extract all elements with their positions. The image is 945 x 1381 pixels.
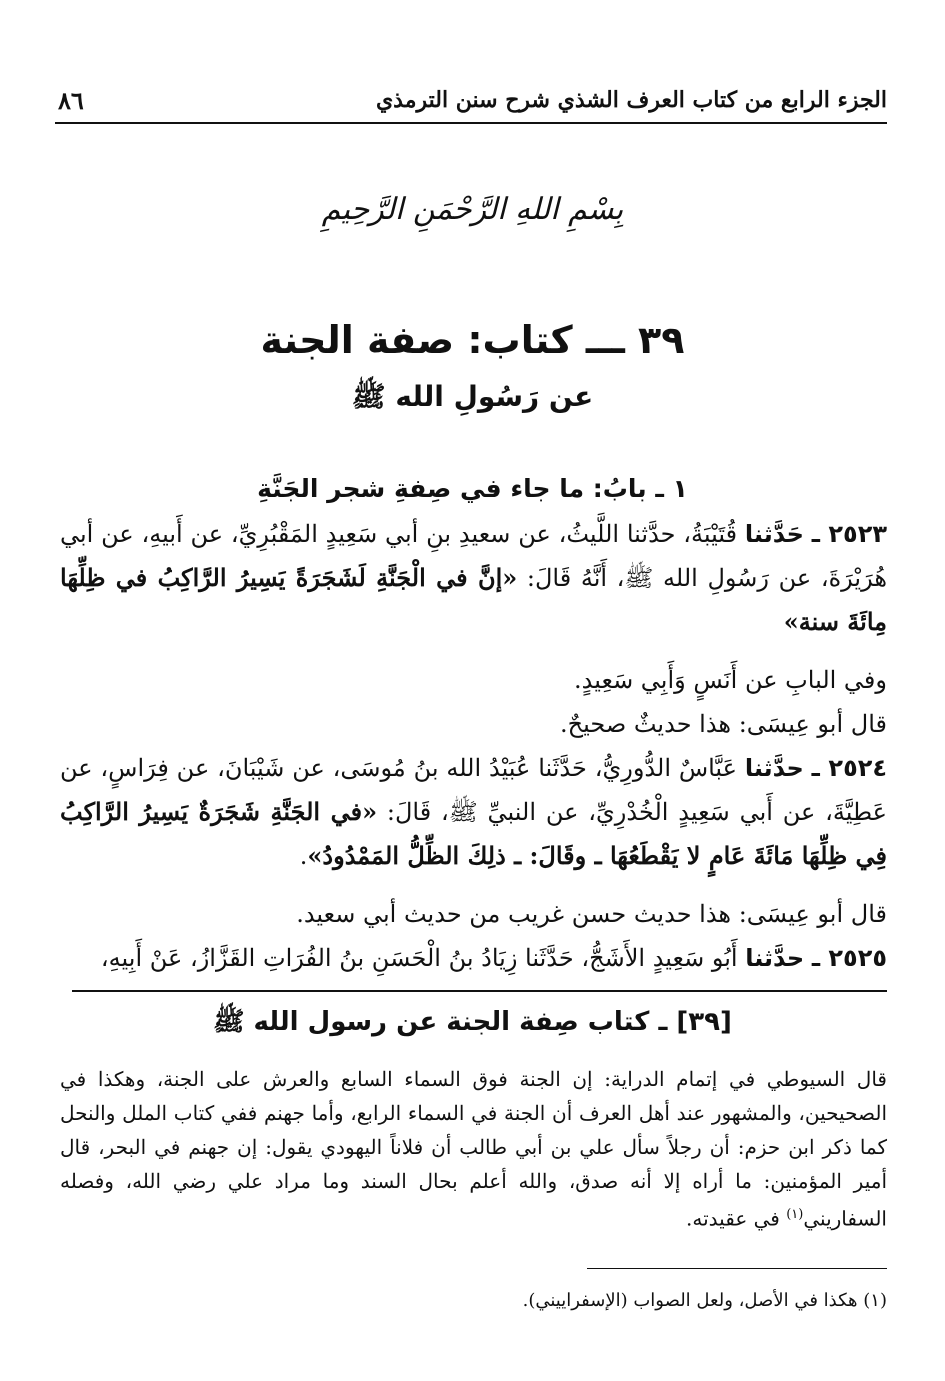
commentary-text-end: في عقيدته. xyxy=(686,1206,787,1231)
hadith-text xyxy=(60,512,887,980)
grading-note: قال أبو عِيسَى: هذا حديثٌ صحيحٌ. xyxy=(559,710,887,738)
bab-title: ١ ـ بابُ: ما جاء في صِفةِ شجر الجَنَّةِ xyxy=(257,474,688,503)
fil-bab-note: وفي البابِ عن أَنَسٍ وَأَبِي سَعِيدٍ. xyxy=(574,666,887,694)
commentary-title: [٣٩] ـ كتاب صِفة الجنة عن رسول الله ﷺ xyxy=(213,1007,732,1037)
haddathana: حدَّثنا xyxy=(745,944,805,972)
page-header xyxy=(58,78,887,122)
commentary xyxy=(60,1062,887,1236)
isnad: عَبَّاسٌ الدُّورِيُّ، حَدَّثَنا عُبَيْدُ الله بنُ مُوسَى، عن شَيْبَانَ، عن فِرَاسٍ، عن عَطِيَّةَ، عن أَبي سَعِيدٍ الْخُدْرِيِّ، عن النبيِّ ﷺ، قَالَ: xyxy=(60,754,887,826)
hadith-2523 xyxy=(60,512,887,644)
matn-end: . xyxy=(299,842,308,870)
haddathana: حدَّثنا xyxy=(744,754,804,782)
kitab-title: ٣٩ ـــ كتاب: صفة الجنة xyxy=(260,318,685,362)
commentary-rule xyxy=(72,990,887,992)
running-title: الجزء الرابع من كتاب العرف الشذي شرح سنن الترمذي xyxy=(375,87,887,113)
header-rule xyxy=(55,122,887,124)
page-number: ٨٦ xyxy=(58,85,84,115)
matn: «في الجَنَّةِ شَجَرَةٌ يَسِيرُ الرَّاكِبُ فِي ظِلِّهَا مَائَةَ عَامٍ لا يَقْطَعُهَا ـ وقَالَ: ـ ذلِكَ الظِّلُّ المَمْدُودُ» xyxy=(60,797,887,870)
footnote-marker: (١) xyxy=(786,1207,804,1222)
footnote: (١) هكذا في الأصل، ولعل الصواب (الإسفراييني). xyxy=(522,1290,887,1311)
hadith-2525 xyxy=(60,936,887,980)
isnad: أَبُو سَعِيدٍ الأَشَجُّ، حَدَّثَنا زِيَادُ بنُ الْحَسَنِ بنُ الفُرَاتِ القَزَّازُ، عَنْ أَبِيهِ، xyxy=(100,944,746,972)
hadith-number: ٢٥٢٥ ـ xyxy=(811,944,887,972)
kitab-subtitle: عن رَسُولِ الله ﷺ xyxy=(351,380,594,413)
isnad: قُتَيْبَةُ، حدَّثنا اللَّيثُ، عن سعيدِ بنِ أبي سَعِيدٍ المَقْبُرِيِّ، عن أَبيهِ، عن أبي هُرَيْرَةَ، عن رَسُولِ الله ﷺ، أَنَّهُ قَالَ: xyxy=(60,520,887,592)
commentary-text: قال السيوطي في إتمام الدراية: إن الجنة فوق السماء السابع والعرش على الجنة، وهكذا في الصحيحين، والمشهور عند أهل العرف أن الجنة في السماء الرابع، وأما جهنم ففي كتاب الملل والنحل كما ذكر ابن حزم: أن رجلاً سأل علي بن أبي طالب أن فلاناً اليهودي يقول: إن جهنم في البحر، قال أمير المؤمنين: ما أراه إلا أنه صدق، والله أعلم بحال السند وما مراد علي رضي الله، وفصله السفاريني xyxy=(60,1067,887,1231)
matn: «إنَّ في الْجَنَّةِ لَشَجَرَةً يَسِيرُ الرَّاكِبُ في ظِلِّهَا مِائَةَ سنة» xyxy=(60,563,887,636)
hadith-2524 xyxy=(60,746,887,878)
grading-note: قال أبو عِيسَى: هذا حديث حسن غريب من حديث أبي سعيد. xyxy=(296,900,887,928)
hadith-number: ٢٥٢٣ ـ xyxy=(811,520,887,548)
footnote-rule xyxy=(587,1268,887,1269)
commentary-paragraph xyxy=(60,1062,887,1236)
basmala: بِسْمِ اللهِ الرَّحْمَنِ الرَّحِيمِ xyxy=(321,192,624,227)
hadith-number: ٢٥٢٤ ـ xyxy=(811,754,888,782)
haddathana: حَدَّثنا xyxy=(744,520,804,548)
